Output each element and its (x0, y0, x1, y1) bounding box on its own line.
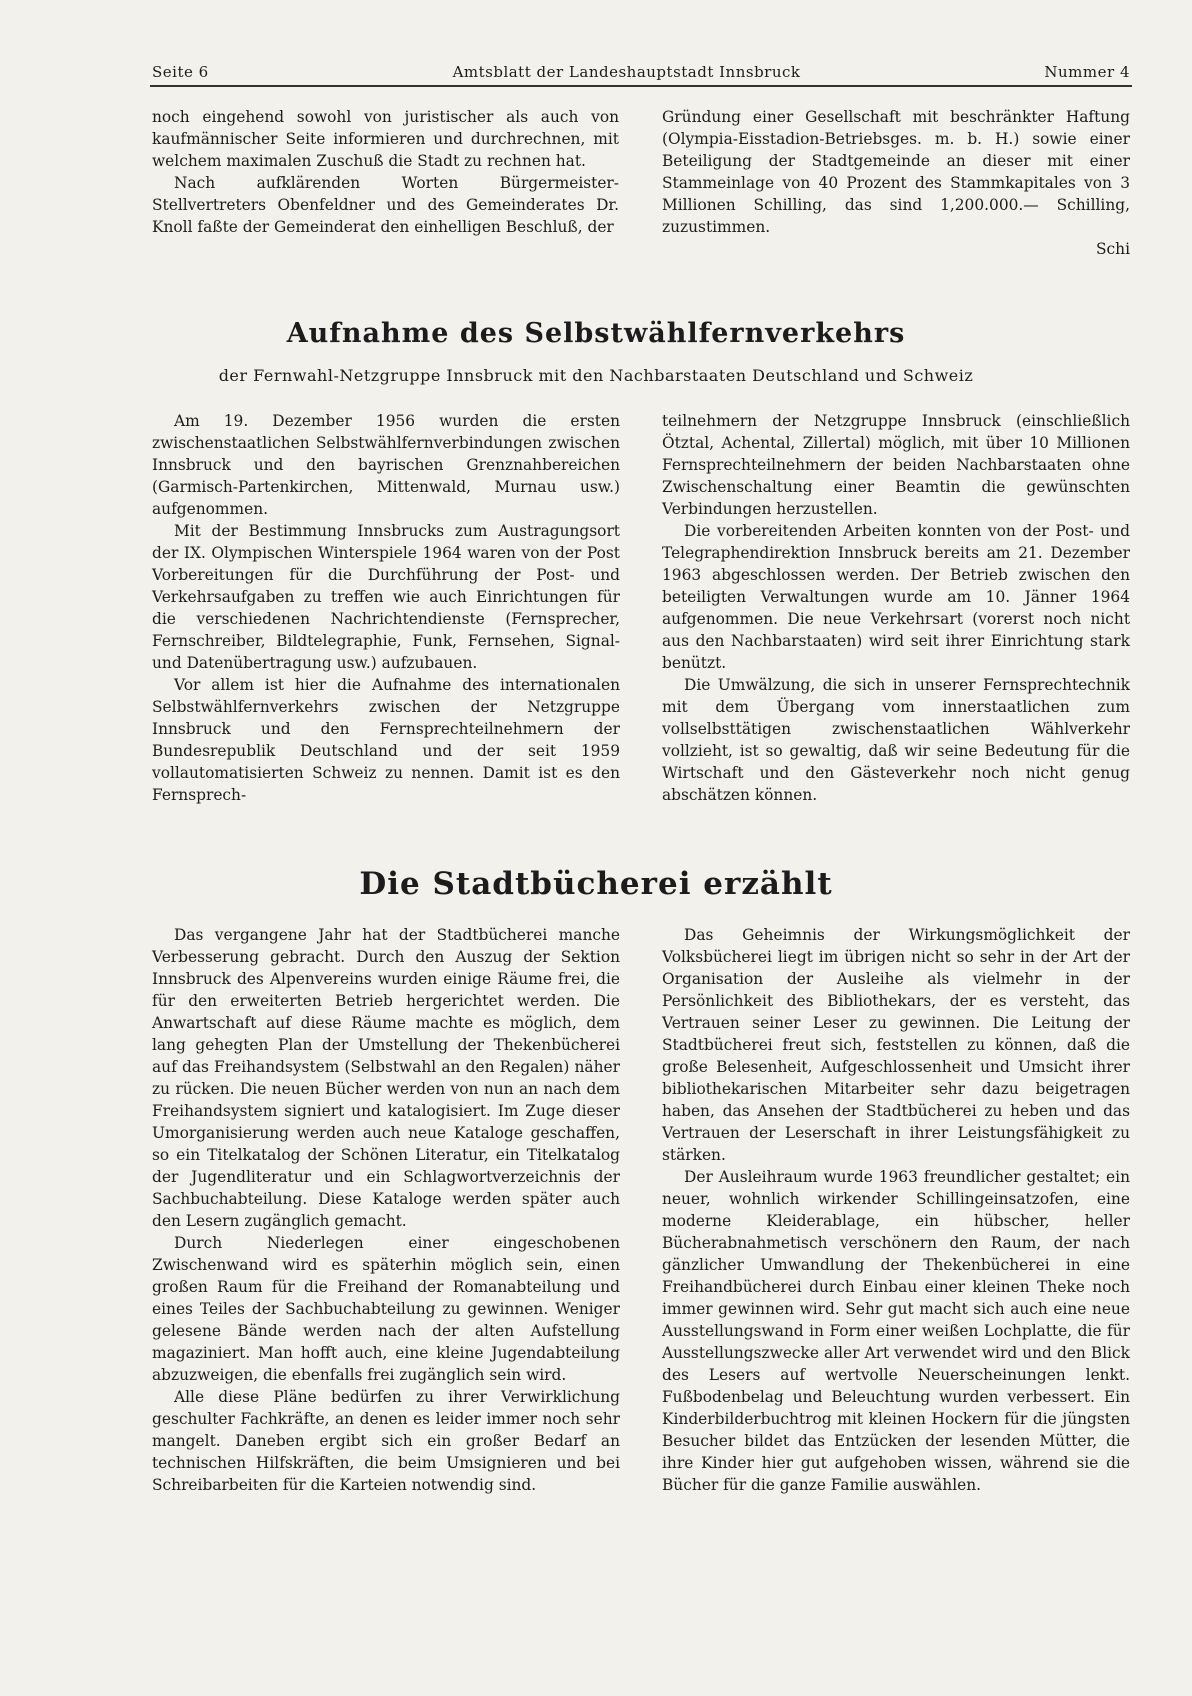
paragraph: Das vergangene Jahr hat der Stadtbücherei manche Verbesserung gebracht. Durch den Auszug der Sektion Innsbruck des Alpenvereins wurden einige Räume frei, die für den erweiterten Betrieb hergerichtet werden. Die Anwartschaft auf diese Räume machte es möglich, dem lang gehegten Plan der Umstellung der Thekenbücherei auf das Freihandsystem (Selbstwahl an den Regalen) näher zu rücken. Die neuen Bücher werden von nun an nach dem Freihandsystem signiert und katalogisiert. Im Zuge dieser Umorganisierung werden auch neue Kataloge geschaffen, so ein Titelkatalog der Schönen Literatur, ein Titelkatalog der Jugendliteratur und ein Schlagwortverzeichnis der Sachbuchabteilung. Diese Kataloge werden später auch den Lesern zugänglich gemacht. (152, 926, 620, 1230)
paragraph: Nach aufklärenden Worten Bürgermeister-Stellvertreters Obenfeldner und des Gemeinderates Dr. Knoll faßte der Gemeinderat den einhelligen Beschluß, der (152, 174, 619, 236)
article2-right-column (662, 924, 1130, 1496)
paragraph: Durch Niederlegen einer eingeschobenen Zwischenwand wird es späterhin möglich sein, einen großen Raum für die Freihand der Romanabteilung und eines Teiles der Sachbuchabteilung zu gewinnen. Weniger gelesene Bände werden nach der alten Aufstellung magaziniert. Man hofft auch, eine kleine Jugendabteilung abzuzweigen, die ebenfalls frei zugänglich sein wird. (152, 1234, 620, 1384)
section1-right-column (662, 106, 1130, 260)
paragraph: Am 19. Dezember 1956 wurden die ersten zwischenstaatlichen Selbstwählfernverbindungen zwischen Innsbruck und den bayrischen Grenznahbereichen (Garmisch-Partenkirchen, Mittenwald, Murnau usw.) aufgenommen. (152, 412, 620, 518)
section1-left-column (152, 106, 619, 238)
paragraph: Das Geheimnis der Wirkungsmöglichkeit der Volksbücherei liegt im übrigen nicht so sehr in der Art der Organisation der Ausleihe als vielmehr in der Persönlichkeit des Bibliothekars, der es versteht, das Vertrauen seiner Leser zu gewinnen. Die Leitung der Stadtbücherei freut sich, feststellen zu können, daß die große Belesenheit, Aufgeschlossenheit und Umsicht ihrer bibliothekarischen Mitarbeiter sehr dazu beigetragen haben, das Ansehen der Stadtbücherei zu heben und das Vertrauen der Leserschaft in ihrer Leistungsfähigkeit zu stärken. (662, 926, 1130, 1164)
header-divider (150, 85, 1132, 87)
page-header (152, 57, 1130, 81)
paragraph: Alle diese Pläne bedürfen zu ihrer Verwirklichung geschulter Fachkräfte, an denen es leider immer noch sehr mangelt. Daneben ergibt sich ein großer Bedarf an technischen Hilfskräften, die beim Umsignieren und bei Schreibarbeiten für die Karteien notwendig sind. (152, 1388, 620, 1494)
article-title: Die Stadtbücherei erzählt (359, 866, 833, 902)
paragraph: teilnehmern der Netzgruppe Innsbruck (einschließlich Ötztal, Achental, Zillertal) möglich, mit über 10 Millionen Fernsprechteilnehmern der beiden Nachbarstaaten ohne Zwischenschaltung einer Beamtin die gewünschten Verbindungen herzustellen. (662, 412, 1130, 518)
publication-title: Amtsblatt der Landeshauptstadt Innsbruck (452, 63, 801, 81)
paragraph: Gründung einer Gesellschaft mit beschränkter Haftung (Olympia-Eisstadion-Betriebsges. m. b. H.) sowie einer Beteiligung der Stadtgemeinde an dieser mit einer Stammeinlage von 40 Prozent des Stammkapitales von 3 Millionen Schilling, das sind 1,200.000.— Schilling, zuzustimmen. (662, 108, 1130, 236)
paragraph: Mit der Bestimmung Innsbrucks zum Austragungsort der IX. Olympischen Winterspiele 1964 waren von der Post Vorbereitungen für die Durchführung der Post- und Verkehrsaufgaben zu treffen wie auch Einrichtungen für die verschiedenen Nachrichtendienste (Fernsprecher, Fernschreiber, Bildtelegraphie, Funk, Fernsehen, Signal- und Datenübertragung usw.) aufzubauen. (152, 522, 620, 672)
article1-left-column (152, 410, 620, 806)
author-signature: Schi (1096, 240, 1130, 258)
paragraph: Die Umwälzung, die sich in unserer Fernsprechtechnik mit dem Übergang vom innerstaatlichen zum vollselbsttätigen zwischenstaatlichen Wählverkehr vollzieht, ist so gewaltig, daß wir seine Bedeutung für die Wirtschaft und den Gästeverkehr noch nicht genug abschätzen können. (662, 676, 1130, 804)
article-subtitle: der Fernwahl-Netzgruppe Innsbruck mit den Nachbarstaaten Deutschland und Schweiz (218, 366, 974, 385)
paragraph: Vor allem ist hier die Aufnahme des internationalen Selbstwählfernverkehrs zwischen der Netzgruppe Innsbruck und den Fernsprechteilnehmern der Bundesrepublik Deutschland und der seit 1959 vollautomatisierten Schweiz zu nennen. Damit ist es den Fernsprech- (152, 676, 620, 804)
paragraph: Die vorbereitenden Arbeiten konnten von der Post- und Telegraphendirektion Innsbruck bereits am 21. Dezember 1963 abgeschlossen werden. Der Betrieb zwischen den beteiligten Verwaltungen wurde am 10. Jänner 1964 aufgenommen. Die neue Verkehrsart (vorerst noch nicht aus den Nachbarstaaten) wird seit ihrer Einrichtung stark benützt. (662, 522, 1130, 672)
page-number: Seite 6 (152, 63, 209, 81)
issue-number: Nummer 4 (1044, 63, 1130, 81)
article2-left-column (152, 924, 620, 1496)
article-title: Aufnahme des Selbstwählfernverkehrs (286, 318, 906, 349)
article1-right-column (662, 410, 1130, 806)
paragraph: noch eingehend sowohl von juristischer als auch von kaufmännischer Seite informieren und durchrechnen, mit welchem maximalen Zuschuß die Stadt zu rechnen hat. (152, 108, 619, 170)
paragraph: Der Ausleihraum wurde 1963 freundlicher gestaltet; ein neuer, wohnlich wirkender Schillingeinsatzofen, eine moderne Kleiderablage, ein hübscher, heller Bücherabnahmetisch verschönern den Raum, der nach gänzlicher Umwandlung der Thekenbücherei in eine Freihandbücherei durch Einbau einer kleinen Theke noch immer gewinnen wird. Sehr gut macht sich auch eine neue Ausstellungswand in Form einer weißen Lochplatte, die für Ausstellungszwecke aller Art verwendet wird und den Blick des Lesers auf wertvolle Neuerscheinungen lenkt. Fußbodenbelag und Beleuchtung wurden verbessert. Ein Kinderbilderbuchtrog mit kleinen Hockern für die jüngsten Besucher bildet das Entzücken der lesenden Mütter, die ihre Kinder hier gut aufgehoben wissen, während sie die Bücher für die ganze Familie auswählen. (662, 1168, 1130, 1494)
